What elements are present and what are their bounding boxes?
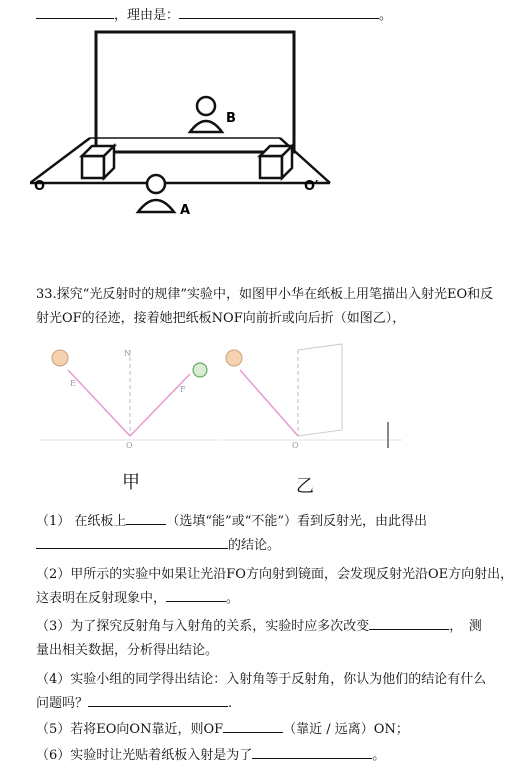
incident-ray: [68, 370, 130, 436]
sub1-text-a: （1） 在纸板上: [36, 514, 127, 529]
sub6-text-b: 。: [372, 748, 386, 763]
sub4-line1: （4）实验小组的同学得出结论：入射角等于反射角，你认为他们的结论有什么: [36, 672, 487, 687]
sub6-line: [36, 744, 385, 763]
answer-blank[interactable]: [36, 6, 114, 19]
answer-blank[interactable]: [36, 536, 228, 549]
sub3-line1: [36, 615, 482, 634]
label-o-prime: O′: [304, 179, 319, 194]
label-o: O: [34, 179, 46, 194]
q33-title-line2: 射光OF的径迹，接着她把纸板NOF向前折或向后折（如图乙），: [36, 311, 406, 326]
figure-yi: [222, 340, 422, 450]
period: 。: [379, 8, 393, 23]
q33-title-line1: 33.探究“光反射时的规律”实验中，如图甲小华在纸板上用笔描出入射光EO和反: [36, 287, 494, 302]
answer-blank[interactable]: [252, 746, 372, 759]
sub1-line2: [36, 534, 280, 553]
sub3-text-a: （3）为了探究反射角与入射角的关系，实验时应多次改变: [36, 619, 370, 634]
sub2-line2: [36, 587, 239, 606]
candle-a-icon: [138, 175, 174, 212]
label-o: O: [126, 441, 133, 450]
sub3-line2: 量出相关数据，分析得出结论。: [36, 643, 219, 658]
label-f: F: [180, 385, 186, 394]
plane-mirror-figure: [30, 28, 360, 228]
sub5-text-a: （5）若将EO向ON靠近，则OF: [36, 722, 224, 737]
label-b: B: [226, 111, 236, 126]
sub1-line1: [36, 510, 427, 529]
answer-blank[interactable]: [369, 617, 449, 630]
label-n: N: [124, 349, 131, 358]
reflected-ray: [130, 374, 190, 436]
folded-board: [298, 344, 342, 436]
answer-blank[interactable]: [126, 512, 166, 525]
sub4-text-c: .: [228, 696, 233, 711]
sub2-text-c: 。: [226, 591, 240, 606]
hand-icon: [52, 350, 68, 366]
right-block: [260, 146, 292, 178]
answer-blank[interactable]: [88, 694, 228, 707]
hand-icon: [226, 350, 242, 366]
left-block: [82, 146, 114, 178]
reason-label: ，理由是：: [114, 8, 180, 23]
incident-ray: [240, 370, 298, 436]
answer-blank[interactable]: [166, 589, 226, 602]
answer-blank[interactable]: [179, 6, 379, 19]
caption-yi: 乙: [296, 476, 314, 497]
sub2-line1: （2）甲所示的实验中如果让光沿FO方向射到镜面，会发现反射光沿OE方向射出，: [36, 567, 514, 582]
answer-blank[interactable]: [223, 720, 283, 733]
sub5-text-b: （靠近 / 远离）ON；: [283, 722, 409, 737]
sub4-text-b: 问题吗？: [36, 696, 89, 711]
candle-b-icon: [190, 97, 222, 132]
label-e: E: [70, 379, 76, 388]
sub2-text-b: 这表明在反射现象中，: [36, 591, 167, 606]
sub3-text-b: ， 测: [449, 619, 482, 634]
sub6-text-a: （6）实验时让光贴着纸板入射是为了: [36, 748, 253, 763]
label-o: O: [292, 441, 299, 450]
caption-jia: 甲: [122, 472, 140, 493]
label-a: A: [180, 203, 191, 218]
sub1-text-b: （选填“能”或“不能”）看到反射光，由此得出: [166, 514, 427, 529]
figure-jia: [40, 340, 240, 450]
glass-plate: [96, 32, 294, 152]
eye-icon: [193, 363, 207, 377]
sub5-line: [36, 718, 409, 737]
sub1-text-c: 的结论。: [228, 538, 281, 553]
sub4-line2: [36, 692, 232, 711]
top-answer-line: [36, 4, 392, 23]
